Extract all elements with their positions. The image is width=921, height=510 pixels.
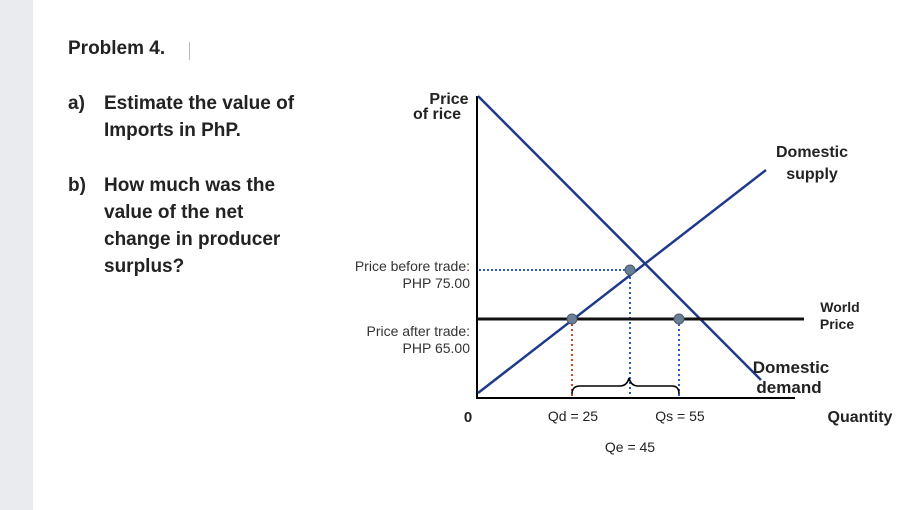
price-before-value: PHP 75.00 (402, 275, 470, 291)
question-b-label: b) (68, 175, 86, 196)
question-b-line4: surplus? (104, 256, 185, 277)
question-a-line1: Estimate the value of (104, 93, 295, 114)
equilibrium-point (625, 265, 635, 275)
supply-label-2: supply (786, 166, 838, 183)
supply-label-1: Domestic (775, 144, 849, 161)
world-price-label-2: Price (819, 316, 855, 332)
problem-title: Problem 4. (68, 38, 166, 59)
y-axis-label-1: Price (429, 91, 469, 108)
question-b-line1: How much was the (104, 175, 276, 196)
question-a-label: a) (68, 93, 85, 114)
y-axis-label-2: of rice (412, 106, 462, 123)
price-after-value: PHP 65.00 (402, 340, 470, 356)
qe-label: Qe = 45 (604, 439, 656, 455)
question-b-line2: value of the net (104, 202, 244, 223)
demand-curve (478, 96, 761, 380)
price-after-label: Price after trade: (366, 323, 470, 339)
origin-label: 0 (463, 409, 473, 426)
demand-label-2: demand (756, 378, 822, 397)
x-axis-label: Quantity (827, 409, 893, 426)
world-price-label-1: World (820, 299, 860, 315)
question-b-line3: change in producer (104, 229, 281, 250)
quantity-brace (572, 378, 679, 394)
qd-point (567, 314, 577, 324)
qs-label: Qs = 55 (655, 408, 705, 424)
question-a-line2: Imports in PhP. (104, 120, 241, 141)
supply-curve (478, 170, 766, 393)
qd-label: Qd = 25 (547, 408, 599, 424)
price-before-label: Price before trade: (354, 258, 470, 274)
demand-label-1: Domestic (752, 358, 830, 377)
qs-point (674, 314, 684, 324)
